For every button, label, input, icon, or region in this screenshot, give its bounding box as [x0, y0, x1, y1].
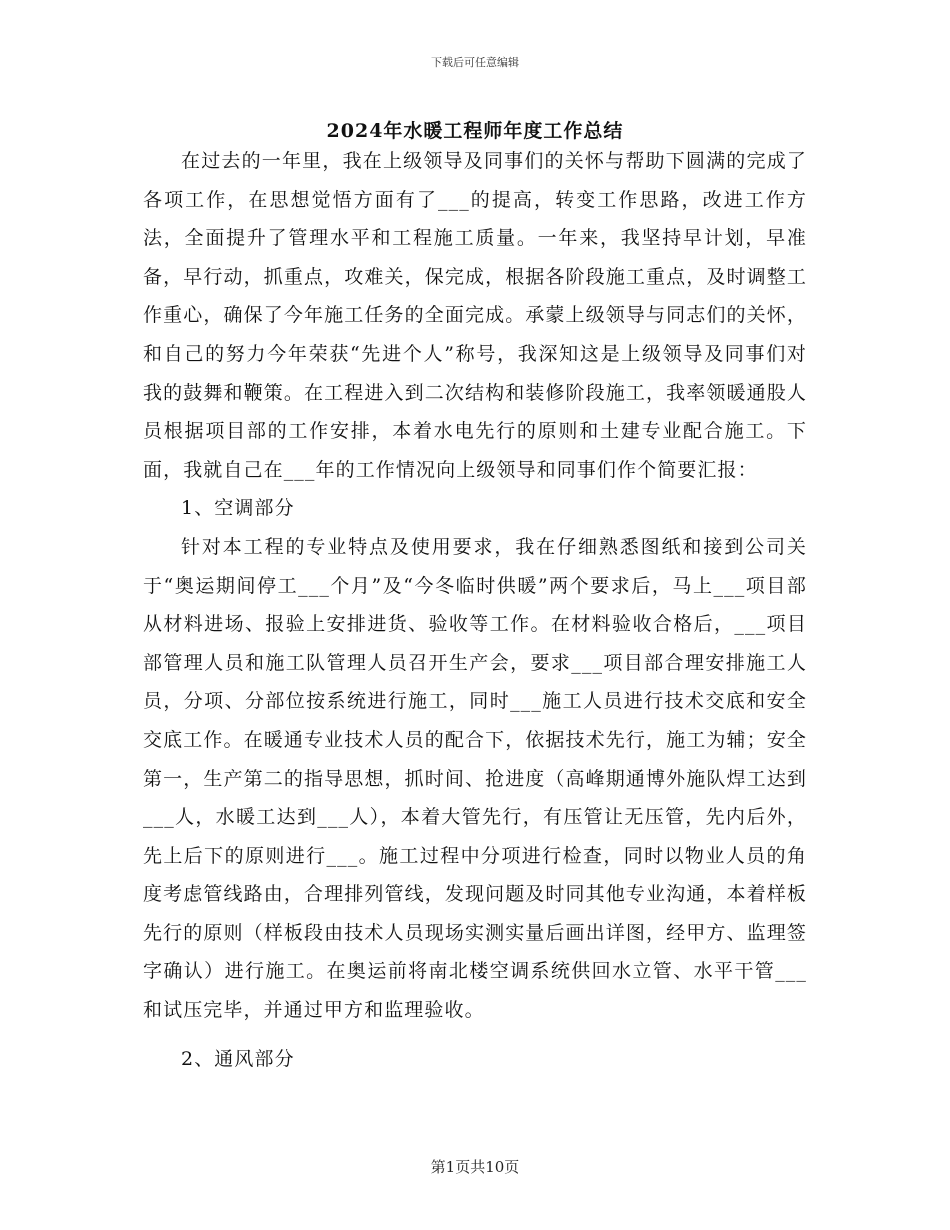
section-heading-ventilation: 2、通风部分 — [181, 1047, 295, 1070]
document-title: 2024年水暖工程师年度工作总结 — [326, 120, 624, 142]
section-body-ac: 针对本工程的专业特点及使用要求，我在仔细熟悉图纸和接到公司关于“奥运期间停工___个月”及“今冬临时供暖”两个要求后，马上___项目部从材料进场、报验上安排进货、验收等工作。在材料验收合格后，___项目部管理人员和施工队管理人员召开生产会，要求___项目部合理安排施工人员，分项、分部位按系统进行施工，同时___施工人员进行技术交底和安全交底工作。在暖通专业技术人员的配合下，依据技术先行，施工为辅；安全第一，生产第二的指导思想，抓时间、抢进度（高峰期通博外施队焊工达到___人，水暖工达到___人），本着大管先行，有压管让无压管，先内后外，先上后下的原则进行___。施工过程中分项进行检查，同时以物业人员的角度考虑管线路由，合理排列管线，发现问题及时同其他专业沟通，本着样板先行的原则（样板段由技术人员现场实测实量后画出详图，经甲方、监理签字确认）进行施工。在奥运前将南北楼空调系统供回水立管、水平干管___和试压完毕，并通过甲方和监理验收。 — [143, 535, 807, 1022]
section-heading-ac: 1、空调部分 — [181, 497, 295, 520]
document-body — [143, 142, 807, 1078]
page-header-note: 下载后可任意编辑 — [431, 56, 519, 69]
page-number-footer: 第1页共10页 — [430, 1158, 520, 1176]
intro-paragraph: 在过去的一年里，我在上级领导及同事们的关怀与帮助下圆满的完成了各项工作，在思想觉悟方面有了___的提高，转变工作思路，改进工作方法，全面提升了管理水平和工程施工质量。一年来，我坚持早计划，早准备，早行动，抓重点，攻难关，保完成，根据各阶段施工重点，及时调整工作重心，确保了今年施工任务的全面完成。承蒙上级领导与同志们的关怀，和自己的努力今年荣获“先进个人”称号，我深知这是上级领导及同事们对我的鼓舞和鞭策。在工程进入到二次结构和装修阶段施工，我率领暖通股人员根据项目部的工作安排，本着水电先行的原则和土建专业配合施工。下面，我就自己在___年的工作情况向上级领导和同事们作个简要汇报： — [143, 150, 807, 481]
